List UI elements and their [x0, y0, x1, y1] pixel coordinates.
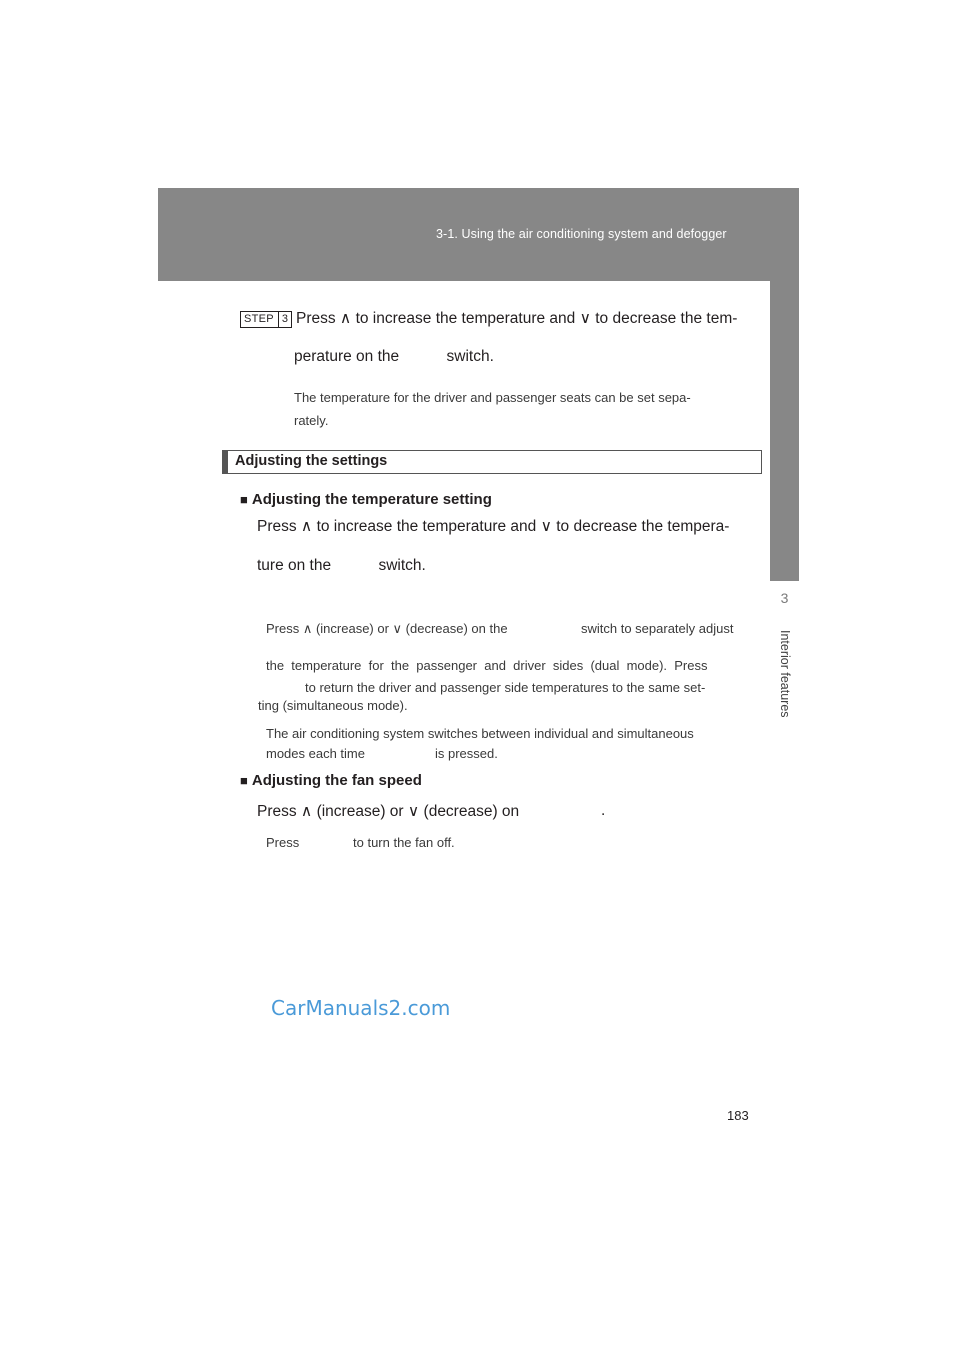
temperature-note-1-line-1b: switch to separately adjust: [581, 621, 734, 636]
temperature-note-1-line-1a: Press ∧ (increase) or ∨ (decrease) on the: [266, 621, 508, 636]
temperature-note-2-line-2a: modes each time: [266, 746, 365, 761]
temperature-note-1-line-3: to return the driver and passenger side temperatures to the same set-: [305, 680, 706, 695]
step-number: 3: [278, 312, 288, 327]
square-bullet-icon: ■: [240, 773, 248, 788]
watermark-text: CarManuals2.com: [271, 996, 451, 1020]
temperature-heading: [240, 491, 492, 508]
chapter-number: 3: [780, 590, 789, 606]
step-note-line-1: The temperature for the driver and passenger seats can be set sepa-: [294, 390, 691, 405]
step-word: STEP: [243, 313, 274, 325]
temperature-note-1-line-2: the temperature for the passenger and driver sides (dual mode). Press: [266, 658, 708, 673]
temperature-note-2-line-2b: is pressed.: [435, 746, 498, 761]
square-bullet-icon: ■: [240, 492, 248, 507]
page-number: 183: [727, 1108, 749, 1123]
fan-line-1a: Press ∧ (increase) or ∨ (decrease) on: [257, 803, 520, 820]
section-heading-accent: [223, 451, 228, 473]
step-badge: [240, 311, 292, 328]
temperature-line-2: ture on the switch.: [257, 557, 426, 574]
step-note-line-2: rately.: [294, 413, 329, 428]
fan-line-1b: .: [601, 802, 606, 819]
fan-heading-text: Adjusting the fan speed: [251, 772, 422, 789]
chapter-label: Interior features: [778, 630, 792, 718]
temperature-note-1-line-4: ting (simultaneous mode).: [258, 698, 408, 713]
temperature-note-2-line-1: The air conditioning system switches between individual and simultaneous: [266, 726, 694, 741]
fan-note-b: to turn the fan off.: [353, 835, 455, 850]
fan-heading: [240, 772, 422, 789]
temperature-heading-text: Adjusting the temperature setting: [251, 491, 492, 508]
step-line-1: Press ∧ to increase the temperature and ∨ to decrease the tem-: [296, 310, 738, 327]
section-heading-box: [222, 450, 762, 474]
temperature-line-1: Press ∧ to increase the temperature and ∨ to decrease the tempera-: [257, 518, 730, 535]
fan-note-a: Press: [266, 835, 300, 850]
chapter-tab: [770, 281, 799, 581]
header-title: 3-1. Using the air conditioning system and defogger: [436, 227, 727, 241]
section-heading: Adjusting the settings: [235, 453, 388, 469]
step-line-2: perature on the switch.: [294, 348, 494, 365]
